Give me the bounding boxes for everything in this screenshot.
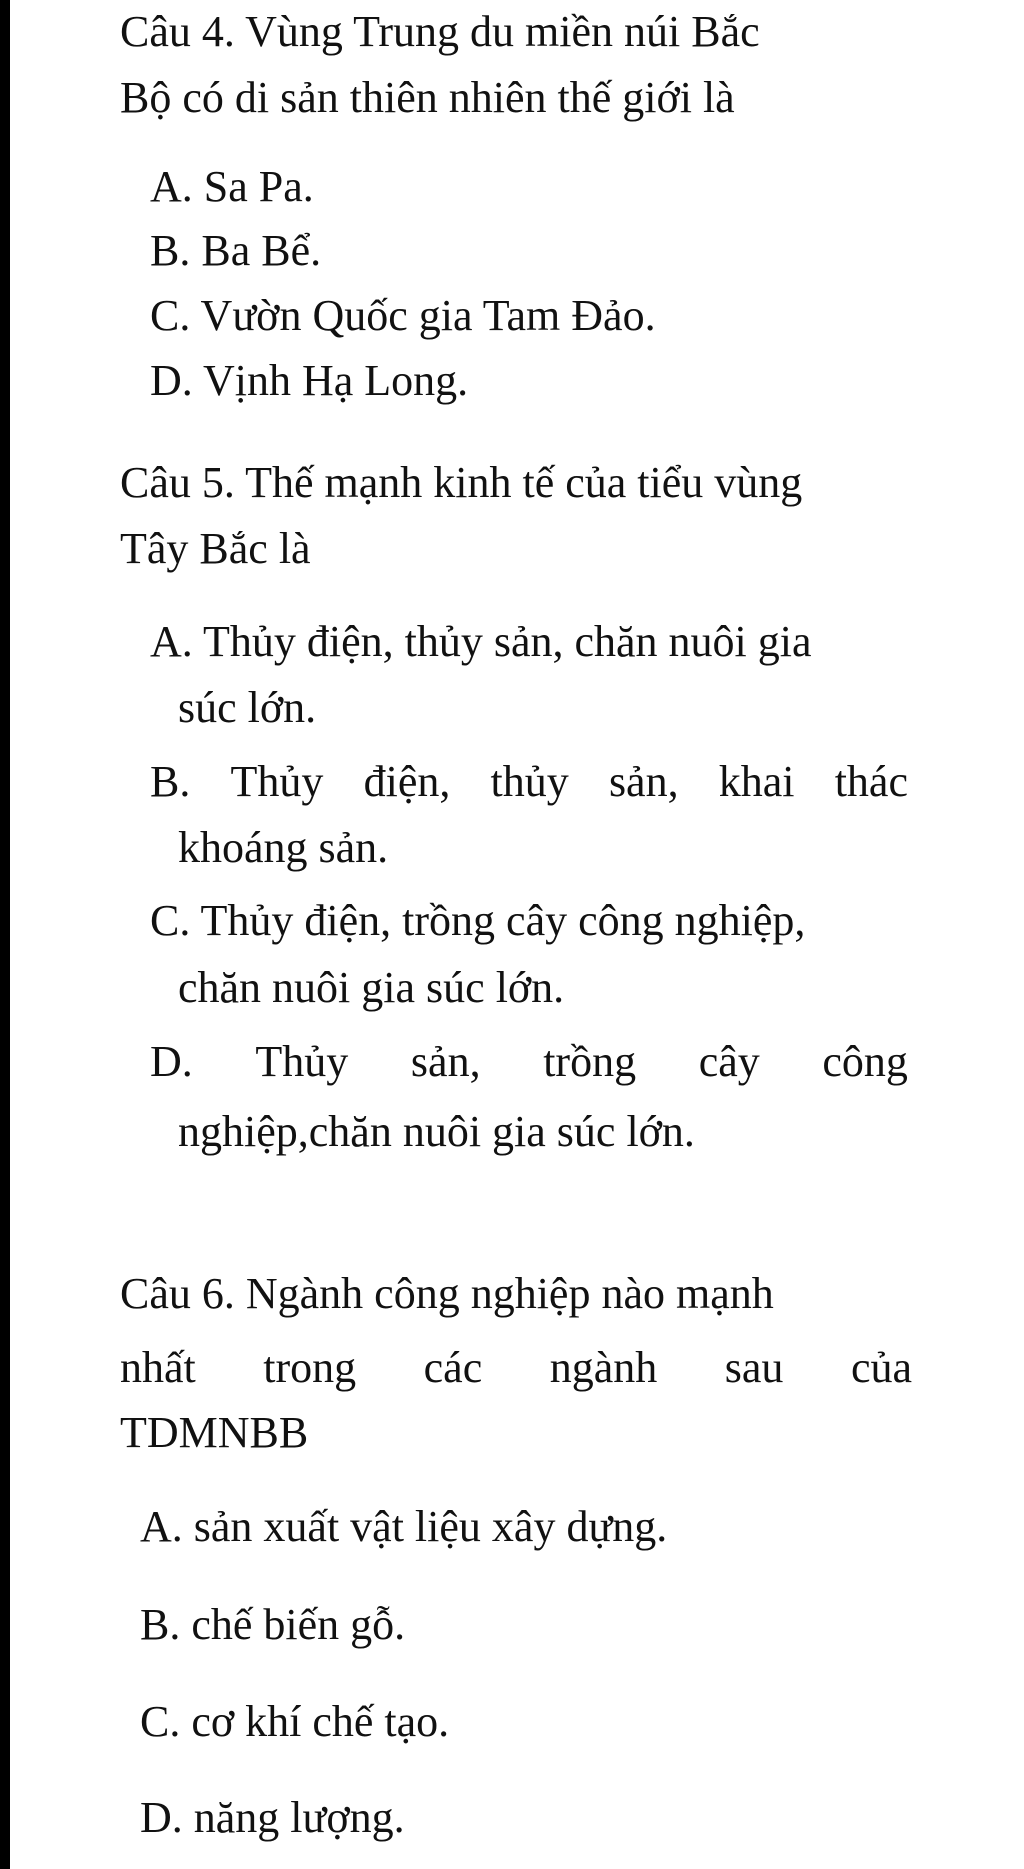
question-5-option-d-word: trồng [543,1037,637,1086]
question-5-option-d-line-1 [150,1037,908,1086]
question-6-word: trong [263,1343,357,1392]
question-5-option-d-word: cây [698,1037,760,1086]
question-5-option-a-line-2: súc lớn. [178,683,317,732]
question-5-option-d-word: D. [150,1037,193,1086]
question-5-option-b-word: điện, [363,757,451,806]
question-6-option-d: D. năng lượng. [140,1793,405,1842]
question-6-option-c: C. cơ khí chế tạo. [140,1697,450,1746]
question-5-option-d-word: sản, [410,1037,481,1086]
question-4-line-2: Bộ có di sản thiên nhiên thế giới là [120,73,735,122]
question-5-option-b-word: khai [718,757,795,806]
question-5-option-d-word: Thủy [255,1037,349,1086]
question-5-option-c-line-1: C. Thủy điện, trồng cây công nghiệp, [150,896,806,945]
question-6-word: của [850,1343,912,1392]
left-edge-bar [0,0,10,1869]
question-4-option-d: D. Vịnh Hạ Long. [150,356,469,405]
question-4-option-c: C. Vườn Quốc gia Tam Đảo. [150,291,656,340]
question-5-option-c-line-2: chăn nuôi gia súc lớn. [178,963,565,1012]
question-5-option-b-word: Thủy [230,757,324,806]
question-6-option-a: A. sản xuất vật liệu xây dựng. [140,1502,668,1551]
question-5-line-1: Câu 5. Thế mạnh kinh tế của tiểu vùng [120,458,803,507]
question-6-option-b: B. chế biến gỗ. [140,1600,406,1649]
question-6-word: ngành [549,1343,658,1392]
question-5-option-b-line-1 [150,757,908,806]
question-5-option-a-line-1: A. Thủy điện, thủy sản, chăn nuôi gia [150,617,812,666]
question-5-option-d-line-2: nghiệp,chăn nuôi gia súc lớn. [178,1107,695,1156]
question-5-option-b-line-2: khoáng sản. [178,823,389,872]
question-6-line-1: Câu 6. Ngành công nghiệp nào mạnh [120,1269,774,1318]
question-5-option-d-word: công [822,1037,908,1086]
question-6-word: sau [724,1343,784,1392]
question-4-line-1: Câu 4. Vùng Trung du miền núi Bắc [120,7,760,56]
question-6-line-3: TDMNBB [120,1408,309,1457]
question-6-line-2 [120,1343,912,1392]
question-4-option-b: B. Ba Bể. [150,226,322,275]
question-4-option-a: A. Sa Pa. [150,162,314,211]
question-5-option-b-word: B. [150,757,191,806]
question-5-line-2: Tây Bắc là [120,524,311,573]
question-5-option-b-word: thủy [490,757,569,806]
question-6-word: các [423,1343,483,1392]
question-5-option-b-word: thác [834,757,908,806]
question-6-word: nhất [120,1343,196,1392]
question-5-option-b-word: sản, [608,757,679,806]
